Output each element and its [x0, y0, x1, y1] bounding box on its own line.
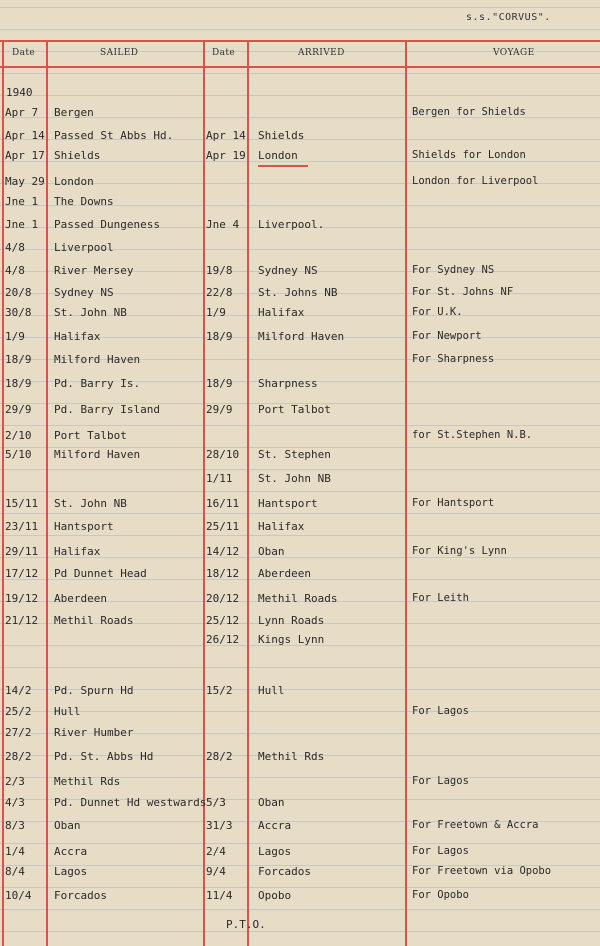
sailed-place: Pd. St. Abbs Hd	[54, 750, 154, 763]
sailed-date: Apr 17	[5, 149, 45, 162]
arrived-date: 5/3	[206, 796, 226, 809]
arrived-date: 18/9	[206, 330, 233, 343]
arrived-place: Port Talbot	[258, 403, 331, 416]
ledger-row	[0, 684, 600, 700]
sailed-place: River Mersey	[54, 264, 134, 277]
arrived-place: Opobo	[258, 889, 292, 902]
sailed-date: Jne 1	[5, 218, 39, 231]
voyage: For Opobo	[412, 889, 469, 901]
voyage: For Freetown & Accra	[412, 819, 539, 831]
sailed-date: Apr 14	[5, 129, 45, 142]
sailed-place: Passed St Abbs Hd.	[54, 129, 174, 142]
arrived-place: Hantsport	[258, 497, 318, 510]
arrived-date: Apr 14	[206, 129, 246, 142]
arrived-place: Milford Haven	[258, 330, 345, 343]
sailed-date: 2/10	[5, 429, 32, 442]
sailed-date: 1/4	[5, 845, 25, 858]
sailed-place: Milford Haven	[54, 353, 141, 366]
ledger-row	[0, 472, 600, 488]
sailed-place: Pd. Spurn Hd	[54, 684, 134, 697]
sailed-place: St. John NB	[54, 497, 127, 510]
ledger-row	[0, 567, 600, 583]
ledger-row	[0, 775, 600, 791]
sailed-date: 4/3	[5, 796, 25, 809]
sailed-place: Halifax	[54, 330, 101, 343]
header-date-arrived: Date	[212, 48, 236, 58]
arrived-date: 18/12	[206, 567, 240, 580]
ledger-row	[0, 726, 600, 742]
header-sailed: SAILED	[100, 48, 139, 58]
ledger-row	[0, 819, 600, 835]
sailed-date: 29/9	[5, 403, 32, 416]
voyage: Shields for London	[412, 149, 526, 161]
sailed-date: 14/2	[5, 684, 32, 697]
sailed-place: Oban	[54, 819, 81, 832]
sailed-date: 25/2	[5, 705, 32, 718]
arrived-date: 15/2	[206, 684, 233, 697]
year-label: 1940	[6, 86, 33, 99]
arrived-date: 2/4	[206, 845, 226, 858]
sailed-place: Lagos	[54, 865, 88, 878]
arrived-place: Sydney NS	[258, 264, 318, 277]
sailed-date: Jne 1	[5, 195, 39, 208]
arrived-date: 9/4	[206, 865, 226, 878]
ledger-row	[0, 796, 600, 812]
sailed-date: 20/8	[5, 286, 32, 299]
arrived-place: St. Stephen	[258, 448, 331, 461]
ledger-row	[0, 545, 600, 561]
sailed-date: May 29	[5, 175, 45, 188]
arrived-place: Halifax	[258, 306, 305, 319]
sailed-place: Forcados	[54, 889, 107, 902]
sailed-date: 8/4	[5, 865, 25, 878]
sailed-date: 19/12	[5, 592, 39, 605]
arrived-place: Lynn Roads	[258, 614, 325, 627]
arrived-date: 28/10	[206, 448, 240, 461]
ledger-row	[0, 241, 600, 257]
voyage: For St. Johns NF	[412, 286, 514, 298]
ledger-row	[0, 129, 600, 145]
arrived-place: Lagos	[258, 845, 292, 858]
sailed-date: 5/10	[5, 448, 32, 461]
sailed-place: Bergen	[54, 106, 94, 119]
voyage: For Lagos	[412, 845, 469, 857]
sailed-date: 17/12	[5, 567, 39, 580]
arrived-place: Liverpool.	[258, 218, 325, 231]
ledger-row	[0, 377, 600, 393]
arrived-place: Oban	[258, 796, 285, 809]
ledger-row	[0, 497, 600, 513]
arrived-date: 25/11	[206, 520, 240, 533]
ledger-row	[0, 195, 600, 211]
voyage: For Newport	[412, 330, 482, 342]
ledger-row	[0, 149, 600, 165]
ledger-row	[0, 633, 600, 649]
arrived-date: 22/8	[206, 286, 233, 299]
arrived-place: Methil Rds	[258, 750, 325, 763]
arrived-date: 20/12	[206, 592, 240, 605]
voyage: Bergen for Shields	[412, 106, 526, 118]
ledger-row	[0, 520, 600, 536]
sailed-date: 1/9	[5, 330, 25, 343]
arrived-date: 16/11	[206, 497, 240, 510]
ledger-row	[0, 448, 600, 464]
voyage: For Leith	[412, 592, 469, 604]
voyage: London for Liverpool	[412, 175, 539, 187]
header-top-rule	[0, 40, 600, 42]
arrived-date: 26/12	[206, 633, 240, 646]
arrived-place: Oban	[258, 545, 285, 558]
arrived-date: 31/3	[206, 819, 233, 832]
arrived-place: Kings Lynn	[258, 633, 325, 646]
arrived-date: 11/4	[206, 889, 233, 902]
voyage: for St.Stephen N.B.	[412, 429, 533, 441]
voyage: For U.K.	[412, 306, 463, 318]
arrived-place: London	[258, 149, 298, 162]
sailed-date: 4/8	[5, 241, 25, 254]
sailed-place: Milford Haven	[54, 448, 141, 461]
sailed-date: 23/11	[5, 520, 39, 533]
ledger-row	[0, 264, 600, 280]
ledger-row	[0, 705, 600, 721]
sailed-place: Hull	[54, 705, 81, 718]
ledger-row	[0, 614, 600, 630]
ledger-row	[0, 218, 600, 234]
arrived-date: 25/12	[206, 614, 240, 627]
arrived-date: 29/9	[206, 403, 233, 416]
arrived-date: Apr 19	[206, 149, 246, 162]
voyage: For Sydney NS	[412, 264, 495, 276]
sailed-place: Halifax	[54, 545, 101, 558]
sailed-date: 29/11	[5, 545, 39, 558]
header-voyage: VOYAGE	[493, 48, 535, 58]
header-arrived: ARRIVED	[298, 48, 345, 58]
ledger-row	[0, 592, 600, 608]
sailed-date: 15/11	[5, 497, 39, 510]
arrived-date: 14/12	[206, 545, 240, 558]
ledger-row	[0, 429, 600, 445]
sailed-place: Shields	[54, 149, 101, 162]
arrived-place: St. John NB	[258, 472, 331, 485]
sailed-date: 21/12	[5, 614, 39, 627]
sailed-place: St. John NB	[54, 306, 127, 319]
sailed-place: Hantsport	[54, 520, 114, 533]
voyage: For Sharpness	[412, 353, 495, 365]
arrived-date: 19/8	[206, 264, 233, 277]
ledger-row	[0, 330, 600, 346]
header-date-sailed: Date	[12, 48, 36, 58]
sailed-place: River Humber	[54, 726, 134, 739]
sailed-date: 18/9	[5, 353, 32, 366]
arrived-place: Forcados	[258, 865, 311, 878]
ledger-row	[0, 306, 600, 322]
arrived-place: Halifax	[258, 520, 305, 533]
arrived-place: Accra	[258, 819, 292, 832]
ledger-row	[0, 353, 600, 369]
arrived-place: Methil Roads	[258, 592, 338, 605]
sailed-date: 28/2	[5, 750, 32, 763]
sailed-date: 18/9	[5, 377, 32, 390]
voyage: For Lagos	[412, 705, 469, 717]
arrived-date: Jne 4	[206, 218, 240, 231]
ledger-row	[0, 175, 600, 191]
sailed-place: Port Talbot	[54, 429, 127, 442]
header-bottom-rule	[0, 66, 600, 68]
sailed-date: 30/8	[5, 306, 32, 319]
sailed-date: 4/8	[5, 264, 25, 277]
arrived-place: Aberdeen	[258, 567, 311, 580]
ledger-row	[0, 750, 600, 766]
arrived-place: St. Johns NB	[258, 286, 338, 299]
sailed-date: 27/2	[5, 726, 32, 739]
arrived-date: 18/9	[206, 377, 233, 390]
voyage: For King's Lynn	[412, 545, 507, 557]
sailed-place: Aberdeen	[54, 592, 107, 605]
ship-title: s.s."CORVUS".	[466, 12, 551, 23]
sailed-place: Pd. Dunnet Hd westwards	[54, 796, 207, 809]
sailed-place: Accra	[54, 845, 88, 858]
sailed-place: Pd Dunnet Head	[54, 567, 147, 580]
sailed-place: Methil Roads	[54, 614, 134, 627]
ledger-row	[0, 286, 600, 302]
ledger-row	[0, 865, 600, 881]
sailed-date: 8/3	[5, 819, 25, 832]
sailed-place: London	[54, 175, 94, 188]
sailed-place: Methil Rds	[54, 775, 121, 788]
ledger-row	[0, 889, 600, 905]
ledger-row	[0, 106, 600, 122]
ledger-row	[0, 403, 600, 419]
arrived-date: 28/2	[206, 750, 233, 763]
pto-note: P.T.O.	[226, 918, 266, 931]
sailed-date: 2/3	[5, 775, 25, 788]
sailed-place: Sydney NS	[54, 286, 114, 299]
sailed-place: Pd. Barry Is.	[54, 377, 141, 390]
ledger-row	[0, 845, 600, 861]
sailed-date: Apr 7	[5, 106, 39, 119]
sailed-place: The Downs	[54, 195, 114, 208]
sailed-place: Pd. Barry Island	[54, 403, 160, 416]
arrived-place: Sharpness	[258, 377, 318, 390]
arrived-place: Shields	[258, 129, 305, 142]
arrived-place: Hull	[258, 684, 285, 697]
sailed-place: Liverpool	[54, 241, 114, 254]
london-underline	[258, 165, 308, 167]
sailed-date: 10/4	[5, 889, 32, 902]
sailed-place: Passed Dungeness	[54, 218, 160, 231]
voyage: For Hantsport	[412, 497, 495, 509]
arrived-date: 1/9	[206, 306, 226, 319]
arrived-date: 1/11	[206, 472, 233, 485]
voyage: For Freetown via Opobo	[412, 865, 552, 877]
voyage: For Lagos	[412, 775, 469, 787]
